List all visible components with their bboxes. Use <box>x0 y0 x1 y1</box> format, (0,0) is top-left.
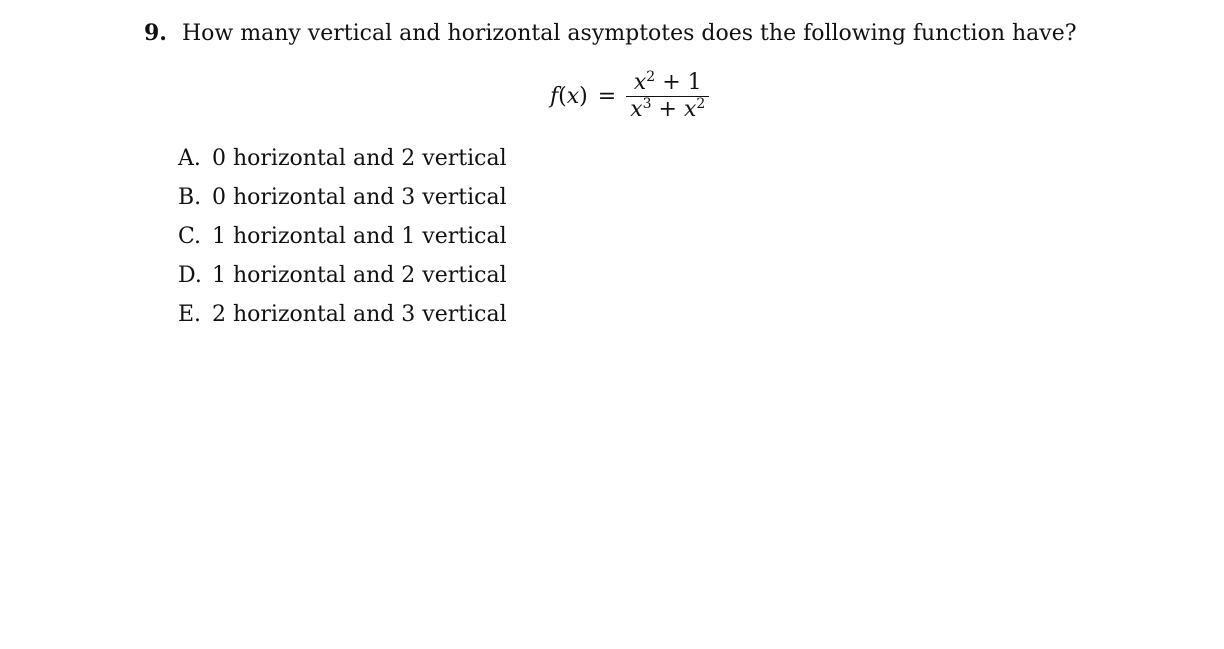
question-text: How many vertical and horizontal asymptotes does the following function have? <box>181 21 1077 46</box>
formula-lhs <box>550 84 588 109</box>
choice-d[interactable] <box>178 257 507 296</box>
fraction <box>626 70 709 123</box>
denominator-exponent-2: 2 <box>696 95 706 112</box>
choice-letter: E. <box>178 302 202 327</box>
choice-text: 1 horizontal and 1 vertical <box>212 224 507 249</box>
choice-text: 0 horizontal and 2 vertical <box>212 146 507 171</box>
open-paren: ( <box>558 83 567 109</box>
choice-a[interactable] <box>178 140 507 179</box>
choice-letter: C. <box>178 224 202 249</box>
denominator-plus: + <box>651 96 684 122</box>
choice-text: 2 horizontal and 3 vertical <box>212 302 507 327</box>
choice-letter: D. <box>178 263 202 288</box>
numerator-variable: x <box>633 69 647 95</box>
equals-sign: = <box>597 83 617 109</box>
numerator-exponent: 2 <box>646 68 656 85</box>
question <box>144 18 1077 49</box>
denominator-variable-2: x <box>683 96 697 122</box>
choice-e[interactable] <box>178 296 507 335</box>
denominator <box>626 97 709 123</box>
close-paren: ) <box>579 83 588 109</box>
question-number: 9. <box>144 20 167 46</box>
choice-text: 0 horizontal and 3 vertical <box>212 185 507 210</box>
denominator-exponent-1: 3 <box>642 95 652 112</box>
denominator-variable-1: x <box>630 96 643 122</box>
choice-letter: B. <box>178 185 202 210</box>
numerator <box>630 70 706 96</box>
choice-text: 1 horizontal and 2 vertical <box>212 263 507 288</box>
formula <box>550 66 709 126</box>
choice-b[interactable] <box>178 179 507 218</box>
choice-letter: A. <box>178 146 201 171</box>
choice-c[interactable] <box>178 218 507 257</box>
answer-choices <box>178 140 507 335</box>
numerator-rest: + 1 <box>655 69 702 95</box>
function-name: f <box>550 83 559 109</box>
lhs-variable: x <box>566 83 580 109</box>
